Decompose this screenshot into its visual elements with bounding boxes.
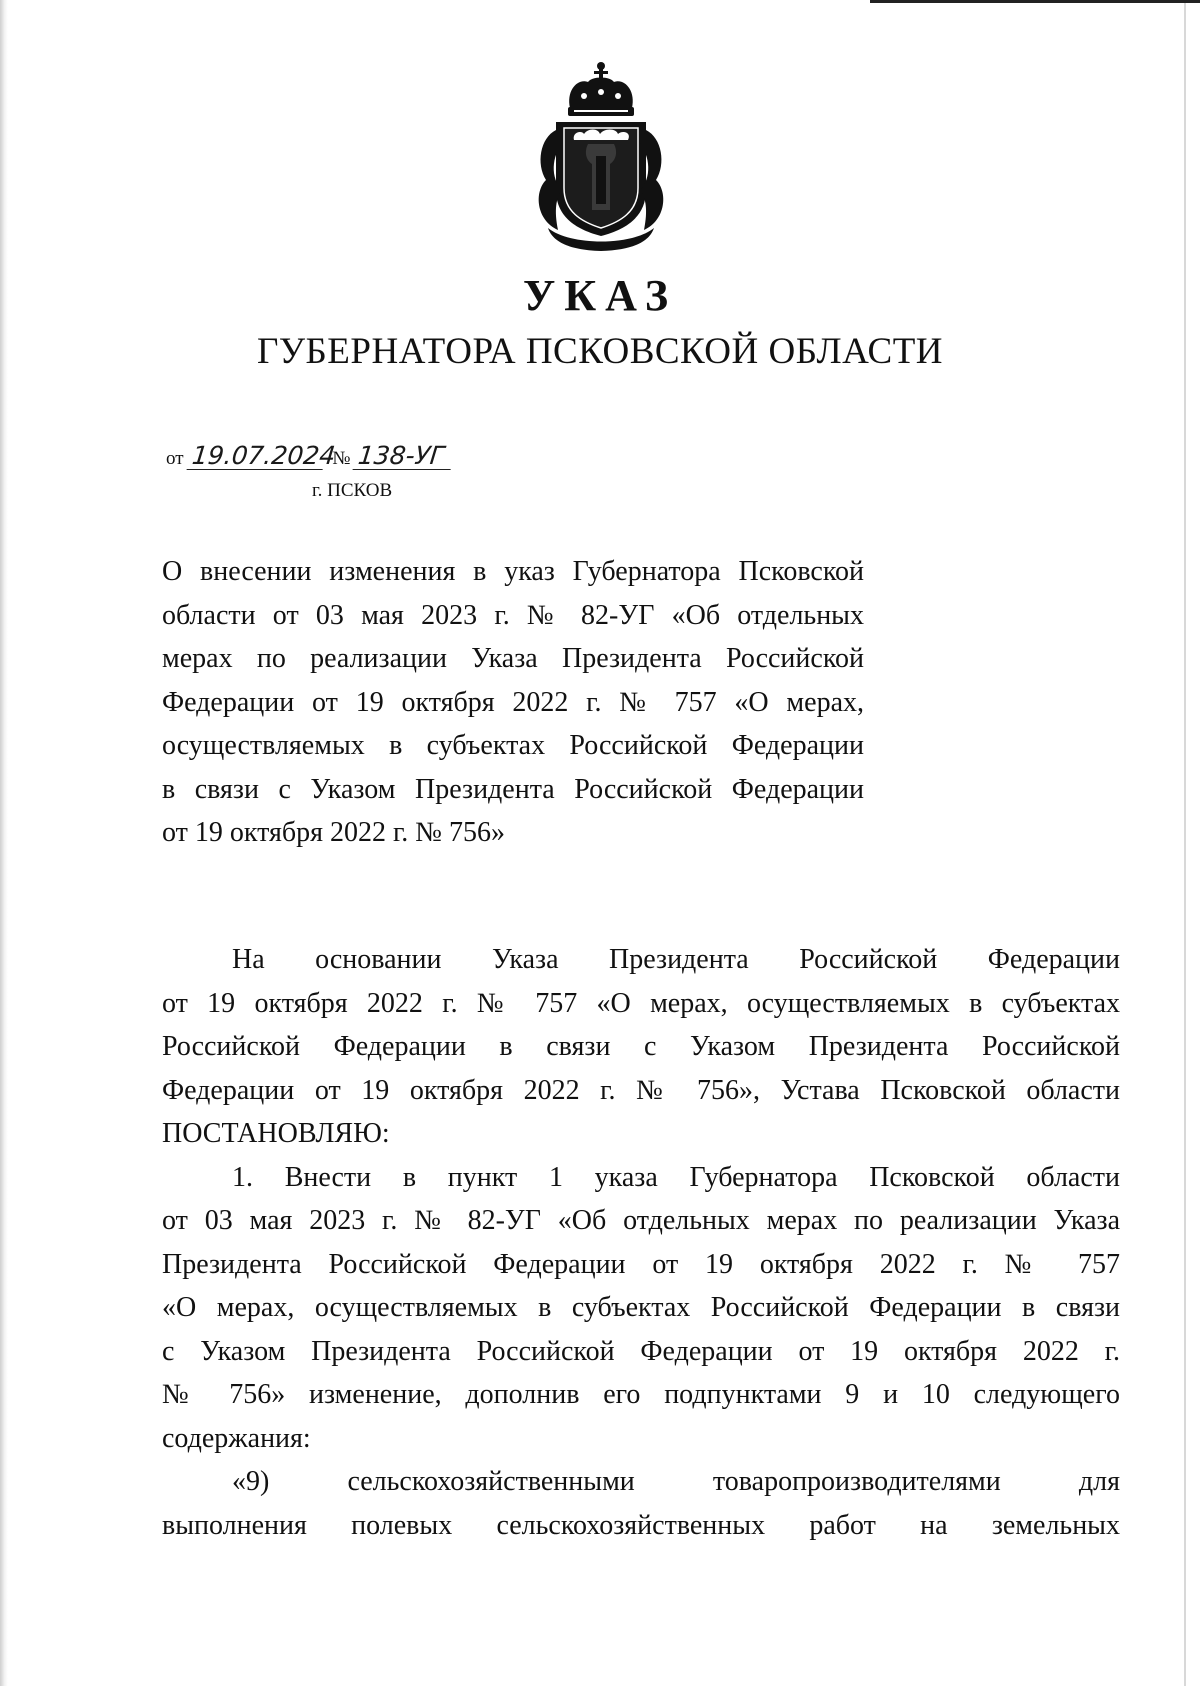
preamble-line: от 19 октября 2022 г. № 757 «О мерах, осуществляемых в субъектах [162,987,1120,1019]
scan-edge-left [0,0,8,1686]
heading-line: осуществляемых в субъектах Российской Федерации [162,730,864,761]
pskov-coat-of-arms-icon [526,60,676,252]
number-prefix: № [332,448,351,469]
item1-line: с Указом Президента Российской Федерации от 19 октября 2022 г. [162,1335,1120,1367]
city-label: г. ПСКОВ [312,480,393,501]
heading-line: в связи с Указом Президента Российской Федерации [162,773,864,805]
item1-line: «О мерах, осуществляемых в субъектах Российской Федерации в связи [162,1292,1120,1323]
heading-line: от 19 октября 2022 г. № 756» [162,817,506,848]
heading-line: Федерации от 19 октября 2022 г. № 757 «О мерах, [162,686,864,718]
item1-line: Президента Российской Федерации от 19 октября 2022 г. № 757 [162,1248,1120,1280]
preamble-line: Российской Федерации в связи с Указом Президента Российской [162,1031,1120,1062]
preamble-line: ПОСТАНОВЛЯЮ: [162,1118,390,1149]
item1-line: № 756» изменение, дополнив его подпунктами 9 и 10 следующего [162,1379,1120,1410]
item1-line: от 03 мая 2023 г. № 82-УГ «Об отдельных мерах по реализации Указа [162,1205,1120,1236]
decree-heading [162,550,864,855]
item1-line: содержания: [162,1422,311,1454]
document-title: УКАЗ [522,271,678,320]
decree-body [162,938,1120,1547]
heading-line: мерах по реализации Указа Президента Российской [162,643,864,674]
handwritten-date: 19.07.2024 [186,443,325,470]
sub9-line: выполнения полевых сельскохозяйственных работ на земельных [162,1509,1120,1541]
heading-line: области от 03 мая 2023 г. № 82-УГ «Об отдельных [162,599,864,631]
preamble-line: Федерации от 19 октября 2022 г. № 756», Устава Псковской области [162,1074,1120,1106]
date-prefix: от [166,448,184,469]
sub9-line: «9) сельскохозяйственными товаропроизводителями для [232,1466,1120,1497]
heading-line: О внесении изменения в указ Губернатора Псковской [162,556,864,587]
preamble-line: На основании Указа Президента Российской Федерации [232,944,1120,975]
scan-top-line [870,0,1200,3]
scan-edge-right [1184,0,1186,1686]
handwritten-number: 138-УГ [353,443,454,470]
date-number-line [162,443,452,470]
item1-line: 1. Внести в пункт 1 указа Губернатора Псковской области [232,1161,1120,1193]
document-subtitle: ГУБЕРНАТОРА ПСКОВСКОЙ ОБЛАСТИ [256,331,944,372]
